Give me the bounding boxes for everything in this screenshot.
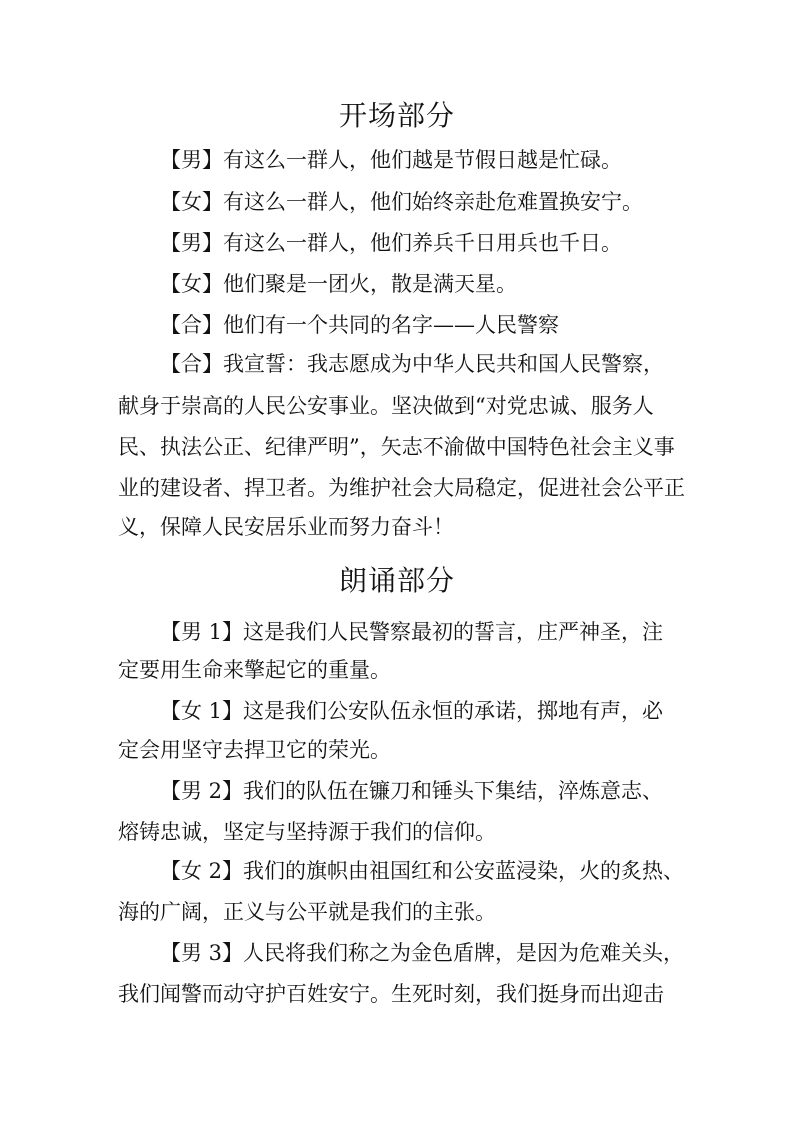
recitation-line: 定要用生命来擎起它的重量。 — [118, 658, 391, 682]
section-title-opening: 开场部分 — [338, 99, 455, 132]
recitation-line: 我们闻警而动守护百姓安宁。生死时刻，我们挺身而出迎击 — [118, 982, 664, 1006]
oath-line: 义，保障人民安居乐业而努力奋斗！ — [118, 515, 454, 539]
oath-line: 【合】我宣誓：我志愿成为中华人民共和国人民警察， — [160, 352, 664, 376]
recitation-line: 【男 1】这是我们人民警察最初的誓言，庄严神圣，注 — [160, 620, 664, 644]
dialogue-line: 【男】有这么一群人，他们养兵千日用兵也千日。 — [160, 231, 622, 255]
oath-line: 民、执法公正、纪律严明”，矢志不渝做中国特色社会主义事 — [118, 435, 675, 459]
dialogue-line: 【女】有这么一群人，他们始终亲赴危难置换安宁。 — [160, 190, 643, 214]
dialogue-line: 【女】他们聚是一团火，散是满天星。 — [160, 272, 517, 296]
recitation-line: 定会用坚守去捍卫它的荣光。 — [118, 738, 391, 762]
dialogue-line: 【合】他们有一个共同的名字——人民警察 — [160, 313, 559, 337]
recitation-line: 【男 2】我们的队伍在镰刀和锤头下集结，淬炼意志、 — [160, 779, 664, 803]
recitation-line: 熔铸忠诚，坚定与坚持源于我们的信仰。 — [118, 820, 496, 844]
dialogue-line: 【男】有这么一群人，他们越是节假日越是忙碌。 — [160, 148, 622, 172]
recitation-line: 【男 3】人民将我们称之为金色盾牌，是因为危难关头， — [160, 941, 685, 965]
recitation-line: 【女 2】我们的旗帜由祖国红和公安蓝浸染，火的炙热、 — [160, 859, 685, 883]
recitation-line: 【女 1】这是我们公安队伍永恒的承诺，掷地有声，必 — [160, 699, 664, 723]
section-title-recitation: 朗诵部分 — [338, 564, 455, 597]
oath-line: 业的建设者、捍卫者。为维护社会大局稳定，促进社会公平正 — [118, 476, 685, 500]
recitation-line: 海的广阔，正义与公平就是我们的主张。 — [118, 900, 496, 924]
oath-line: 献身于崇高的人民公安事业。坚决做到“对党忠诚、服务人 — [118, 394, 654, 418]
